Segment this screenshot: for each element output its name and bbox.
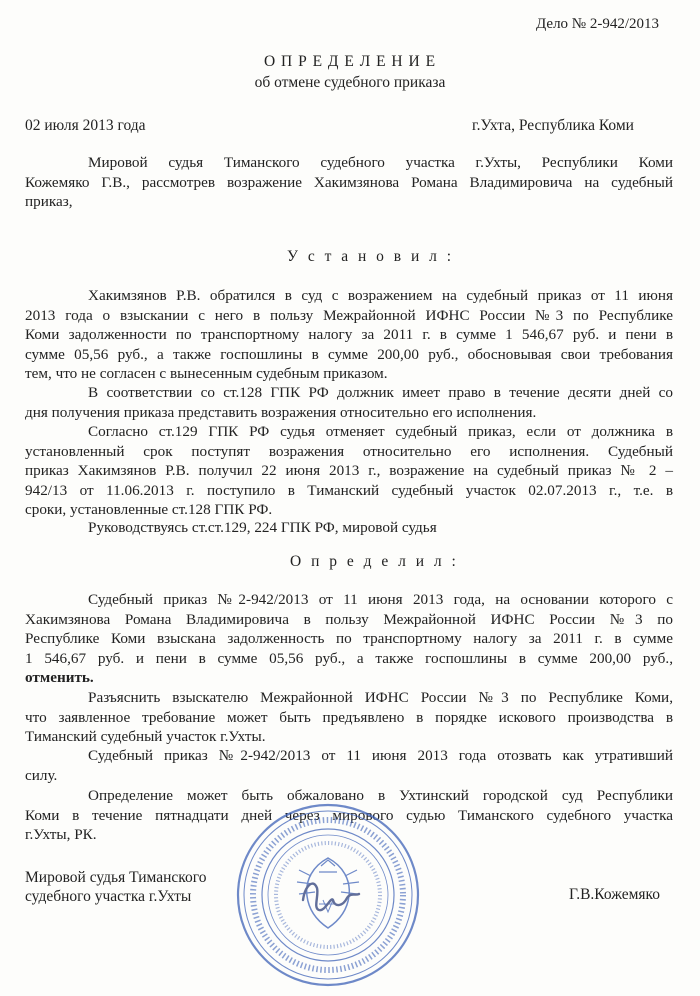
intro-paragraph [25,153,673,212]
signature-position-line-1: Мировой судья Тиманского [25,869,207,886]
paragraph-line: что заявленное требование может быть предъявлено в порядке искового производства в [25,708,673,726]
section-heading-decided: О п р е д е л и л : [290,553,459,570]
intro-line: приказ, [25,193,73,210]
document-date: 02 июля 2013 года [25,117,146,134]
established-paragraph-3 [25,422,673,520]
cancel-word: отменить. [25,669,94,686]
established-paragraph-1 [25,286,673,384]
paragraph-line: Коми в течение пятнадцати дней через мирового судью Тиманского судебного участка [25,806,673,824]
paragraph-line: Согласно ст.129 ГПК РФ судья отменяет судебный приказ, если от должника в [88,423,673,440]
paragraph-line: Хакимзянова Романа Владимировича в пользу Межрайонной ИФНС России №3 по [25,610,673,628]
paragraph-line: Хакимзянов Р.В. обратился в суд с возражением на судебный приказ от 11 июня [88,287,673,304]
paragraph-line: силу. [25,766,58,784]
paragraph-line: сроки, установленные ст.128 ГПК РФ. [25,501,273,518]
paragraph-line: сумме 05,56 руб., а также госпошлины в сумме 200,00 руб., обосновывая свои требования [25,345,673,363]
case-number: Дело № 2-942/2013 [536,16,660,32]
paragraph-line: установленный срок поступят возражения относительно его исполнения. Судебный [25,442,673,460]
paragraph-line: г.Ухты, РК. [25,826,97,843]
paragraph-line: Судебный приказ №2-942/2013 от 11 июня 2013 года, на основании которого с [88,591,673,608]
intro-line: Мировой судья Тиманского судебного участка г.Ухты, Республики Коми [88,154,673,171]
official-seal-icon [233,800,423,990]
established-paragraph-2 [25,383,673,422]
established-paragraph-4: Руководствуясь ст.ст.129, 224 ГПК РФ, мировой судья [88,519,437,536]
paragraph-line: 1 546,67 руб. и пени в сумме 05,56 руб., а также госпошлины в сумме 200,00 руб., [25,649,673,667]
judge-name: Г.В.Кожемяко [569,886,661,903]
decided-paragraph-2 [25,688,673,747]
paragraph-line: Коми задолженности по транспортному налогу за 2011 г. в сумме 1 546,67 руб. и пени в [25,326,673,343]
paragraph-line: Разъяснить взыскателю Межрайонной ИФНС России №3 по Республике Коми, [88,689,673,706]
intro-line: Кожемяко Г.В., рассмотрев возражение Хакимзянова Романа Владимировича на судебный [25,173,673,191]
paragraph-line: Определение может быть обжаловано в Ухтинский городской суд Республики [88,787,673,804]
paragraph-line: тем, что не согласен с вынесенным судебным приказом. [25,365,388,382]
document-subtitle: об отмене судебного приказа [254,74,446,91]
paragraph-line: Судебный приказ №2-942/2013 от 11 июня 2013 года отозвать как утративший [88,747,673,764]
paragraph-line: приказ Хакимзянов Р.В. получил 22 июня 2013 г., возражение на судебный приказ № 2 – [25,462,673,479]
paragraph-line: 942/13 от 11.06.2013 г. поступило в Тиманский судебный участок 02.07.2013 г., т.е. в [25,481,673,499]
paragraph-line: Республике Коми взыскана задолженность по транспортному налогу за 2011 г. в сумме [25,630,673,647]
paragraph-line: дня получения приказа представить возражения относительно его исполнения. [25,403,537,421]
signature-position-line-2: судебного участка г.Ухты [25,888,192,905]
document-place: г.Ухта, Республика Коми [472,117,634,134]
decided-paragraph-3 [25,746,673,785]
paragraph-line: В соответствии со ст.128 ГПК РФ должник имеет право в течение десяти дней со [88,384,673,401]
paragraph-line: Тиманский судебный участок г.Ухты. [25,728,266,745]
section-heading-established: У с т а н о в и л : [287,248,455,265]
paragraph-line: 2013 года о взыскании с него в пользу Межрайонной ИФНС России №3 по Республике [25,306,673,324]
document-title: О П Р Е Д Е Л Е Н И Е [263,53,437,70]
decided-paragraph-1 [25,590,673,688]
